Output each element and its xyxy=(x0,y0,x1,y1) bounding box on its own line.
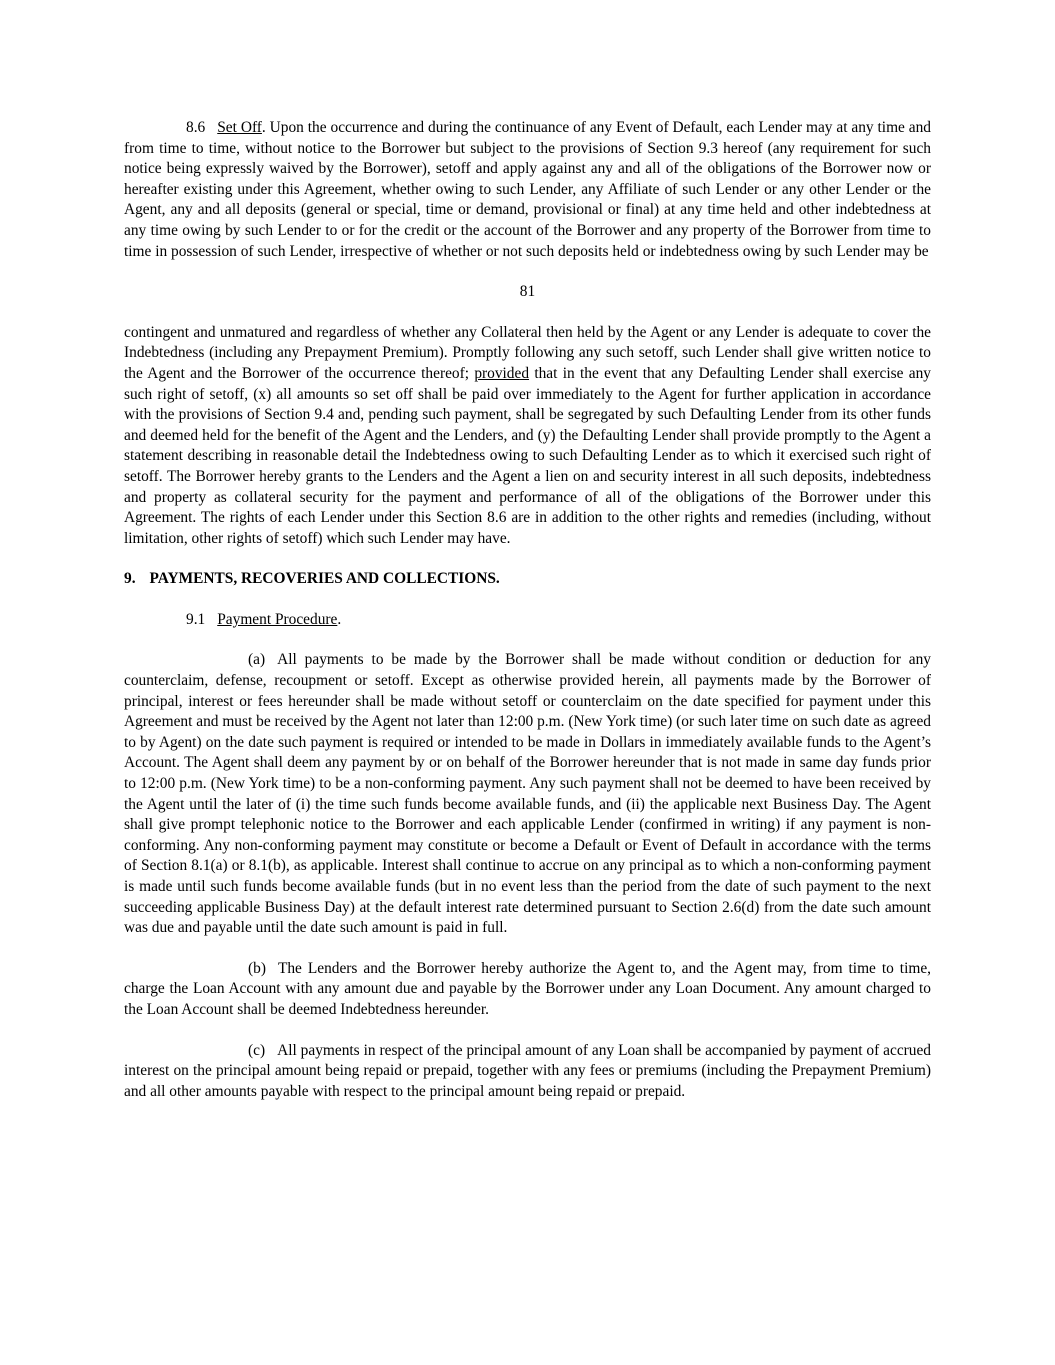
section-9-1-title: Payment Procedure xyxy=(217,610,338,628)
clause-a-label: (a) xyxy=(248,651,266,669)
document-page xyxy=(124,118,931,1102)
clause-c-paragraph xyxy=(124,1041,931,1103)
section-9-title: PAYMENTS, RECOVERIES AND COLLECTIONS. xyxy=(149,570,500,588)
section-8-6-text: . Upon the occurrence and during the continuance of any Event of Default, each Lender may at any time and from time to time, without notice to the Borrower but subject to the provisions of Section 9.3 hereof (any requirement for such notice being expressly waived by the Borrower), setoff and apply against any and all of the obligations of the Borrower now or hereafter existing under this Agreement, whether owing to such Lender, any Affiliate of such Lender or any other Lender or the Agent, any and all deposits (general or special, time or demand, provisional or final) at any time held and other indebtedness at any time owing by such Lender to or for the credit or the account of the Borrower and any property of the Borrower from time to time in possession of such Lender, irrespective of whether or not such deposits held or indebtedness owing by such Lender may be xyxy=(124,119,932,260)
clause-c-text: All payments in respect of the principal amount of any Loan shall be accompanied by payment of accrued interest on the principal amount being repaid or prepaid, together with any fees or premiums (including the Prepayment Premium) and all other amounts payable with respect to the principal amount being repaid or prepaid. xyxy=(124,1041,931,1100)
page-number: 81 xyxy=(519,283,536,301)
continuation-paragraph xyxy=(124,323,931,550)
clause-a-text: All payments to be made by the Borrower shall be made without condition or deduction for any counterclaim, defense, recoupment or setoff. Except as otherwise provided herein, all payments made by the Borrower of principal, interest or fees hereunder shall be made without setoff or counterclaim on the date specified for payment under this Agreement and must be received by the Agent not later than 12:00 p.m. (New York time) (or such later time on such date as agreed to by Agent) on the date such payment is required or intended to be made in Dollars in immediately available funds to the Agent’s Account. The Agent shall deem any payment by or on behalf of the Borrower hereunder that is not made in same day funds prior to 12:00 p.m. (New York time) to be a non-conforming payment. Any such payment shall not be deemed to have been received by the Agent until the later of (i) the time such funds become available funds, and (ii) the applicable next Business Day. The Agent shall give prompt telephonic notice to the Borrower and each applicable Lender (confirmed in writing) if any payment is non-conforming. Any non-conforming payment may constitute or become a Default or Event of Default in accordance with the terms of Section 8.1(a) or 8.1(b), as applicable. Interest shall continue to accrue on any principal as to which a non-conforming payment is made until such funds become available funds (but in no event less than the period from the date of such payment to the next succeeding applicable Business Day) at the default interest rate determined pursuant to Section 2.6(d) from the date such amount was due and payable until the date such amount is paid in full. xyxy=(124,651,931,937)
section-9-1-suffix: . xyxy=(337,610,342,628)
continuation-text-after: that in the event that any Defaulting Lender shall exercise any such right of setoff, (x) all amounts so set off shall be paid over immediately to the Agent for further application in accordance with the provisions of Section 9.4 and, pending such payment, shall be segregated by such Defaulting Lender from its other funds and deemed held for the benefit of the Agent and the Lenders, and (y) the Defaulting Lender shall provide promptly to the Agent a statement describing in reasonable detail the Indebtedness owing to such Defaulting Lender as to which it exercised such right of setoff. The Borrower hereby grants to the Lenders and the Agent a lien on and security interest in all such deposits, indebtedness and property as collateral security for the payment and performance of all of the obligations of the Borrower under this Agreement. The rights of each Lender under this Section 8.6 are in addition to the other rights and remedies (including, without limitation, other rights of setoff) which such Lender may have. xyxy=(124,364,931,547)
section-9-heading xyxy=(124,569,931,590)
clause-b-paragraph xyxy=(124,959,931,1021)
clause-b-label: (b) xyxy=(248,959,266,977)
section-8-6-number: 8.6 xyxy=(186,119,206,136)
clause-b-text: The Lenders and the Borrower hereby authorize the Agent to, and the Agent may, from time to time, charge the Loan Account with any amount due and payable by the Borrower under any Loan Document. Any amount charged to the Loan Account shall be deemed Indebtedness hereunder. xyxy=(124,959,931,1018)
clause-c-label: (c) xyxy=(248,1041,266,1059)
provided-term: provided xyxy=(474,364,530,382)
section-9-number: 9. xyxy=(124,570,136,588)
section-9-1-number: 9.1 xyxy=(186,610,206,628)
section-9-1-heading xyxy=(124,610,931,631)
section-8-6-title: Set Off xyxy=(217,119,262,136)
clause-a-paragraph xyxy=(124,650,931,938)
continuation-text-before: contingent and unmatured and regardless of whether any Collateral then held by the Agent or any Lender is adequate to cover the Indebtedness (including any Prepayment Premium). Promptly following any such setoff, such Lender shall give written notice to the Agent and the Borrower of the occurrence thereof; xyxy=(124,323,931,382)
section-8-6-paragraph xyxy=(124,118,931,262)
